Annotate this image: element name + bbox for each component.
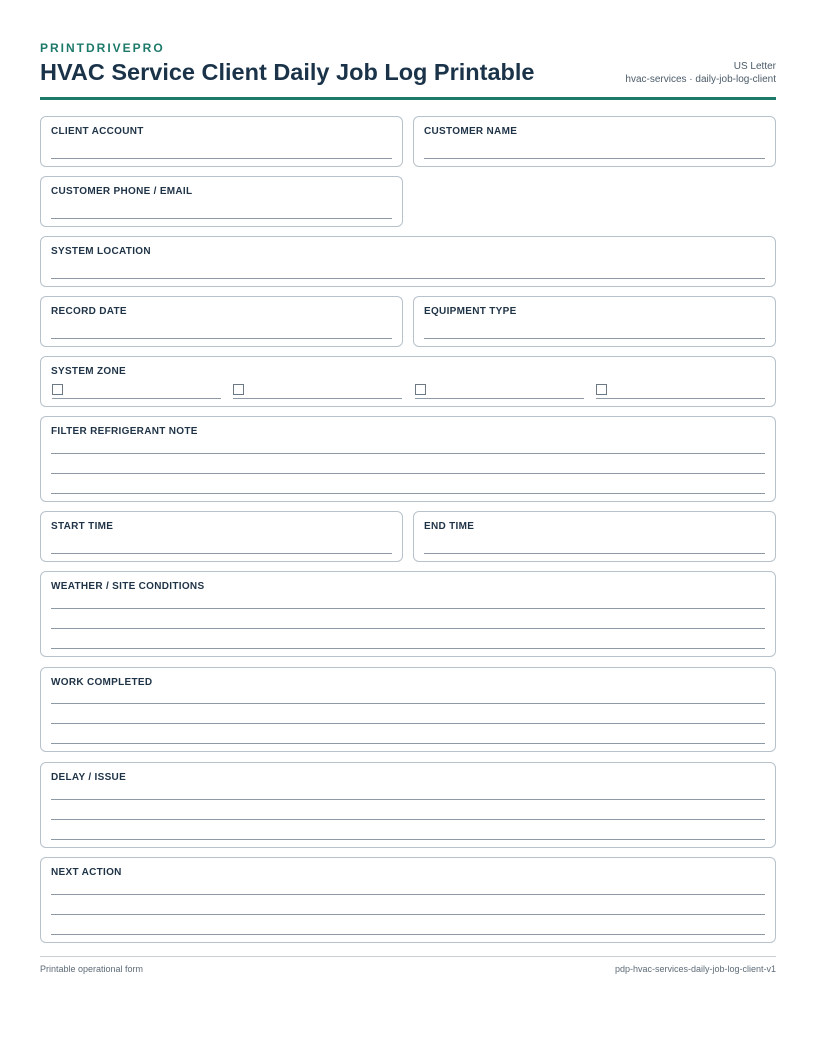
next-action-line-3[interactable] [51, 934, 765, 935]
system-location-input-line[interactable] [51, 278, 765, 279]
client-account-input-line[interactable] [51, 158, 392, 159]
equipment-type-input-line[interactable] [424, 338, 765, 339]
end-time-label: END TIME [424, 521, 475, 532]
record-date-label: RECORD DATE [51, 306, 127, 317]
client-account-label: CLIENT ACCOUNT [51, 126, 144, 137]
work-completed-label: WORK COMPLETED [51, 677, 153, 688]
record-date-input-line[interactable] [51, 338, 392, 339]
weather-site-conditions-field [40, 571, 776, 657]
footer-form-type: Printable operational form [40, 964, 144, 974]
footer-divider [40, 956, 776, 957]
next-action-label: NEXT ACTION [51, 867, 122, 878]
weather-site-conditions-line-3[interactable] [51, 648, 765, 649]
document-slug: hvac-services · daily-job-log-client [625, 74, 776, 85]
next-action-line-1[interactable] [51, 894, 765, 895]
delay-issue-line-1[interactable] [51, 799, 765, 800]
footer-form-id: pdp-hvac-services-daily-job-log-client-v1 [614, 964, 776, 974]
paper-size: US Letter [733, 61, 776, 72]
system-zone-label: SYSTEM ZONE [51, 366, 126, 377]
document-meta [625, 60, 776, 86]
work-completed-line-2[interactable] [51, 723, 765, 724]
weather-site-conditions-label: WEATHER / SITE CONDITIONS [51, 581, 205, 592]
brand-name: PRINTDRIVEPRO [40, 41, 165, 55]
start-time-label: START TIME [51, 521, 114, 532]
header-divider [40, 97, 776, 100]
next-action-field [40, 857, 776, 943]
system-zone-checkbox-1[interactable] [52, 384, 63, 395]
start-time-input-line[interactable] [51, 553, 392, 554]
system-zone-field [40, 356, 776, 407]
system-zone-option-line-4[interactable] [596, 398, 765, 399]
customer-contact-input-line[interactable] [51, 218, 392, 219]
delay-issue-field [40, 762, 776, 848]
next-action-line-2[interactable] [51, 914, 765, 915]
system-zone-option-line-3[interactable] [415, 398, 584, 399]
filter-refrigerant-note-label: FILTER REFRIGERANT NOTE [51, 426, 198, 437]
work-completed-line-3[interactable] [51, 743, 765, 744]
weather-site-conditions-line-1[interactable] [51, 608, 765, 609]
customer-name-input-line[interactable] [424, 158, 765, 159]
delay-issue-label: DELAY / ISSUE [51, 772, 127, 783]
client-account-field [40, 116, 403, 167]
end-time-field [413, 511, 776, 562]
system-zone-checkbox-3[interactable] [415, 384, 426, 395]
equipment-type-label: EQUIPMENT TYPE [424, 306, 517, 317]
work-completed-line-1[interactable] [51, 703, 765, 704]
filter-refrigerant-note-line-3[interactable] [51, 493, 765, 494]
work-completed-field [40, 667, 776, 752]
customer-name-label: CUSTOMER NAME [424, 126, 518, 137]
filter-refrigerant-note-line-1[interactable] [51, 453, 765, 454]
system-zone-option-line-1[interactable] [52, 398, 221, 399]
equipment-type-field [413, 296, 776, 347]
customer-contact-label: CUSTOMER PHONE / EMAIL [51, 186, 193, 197]
system-zone-option-line-2[interactable] [233, 398, 402, 399]
weather-site-conditions-line-2[interactable] [51, 628, 765, 629]
system-location-label: SYSTEM LOCATION [51, 246, 151, 257]
customer-contact-field [40, 176, 403, 227]
end-time-input-line[interactable] [424, 553, 765, 554]
filter-refrigerant-note-line-2[interactable] [51, 473, 765, 474]
system-zone-checkbox-2[interactable] [233, 384, 244, 395]
start-time-field [40, 511, 403, 562]
system-zone-checkbox-4[interactable] [596, 384, 607, 395]
customer-name-field [413, 116, 776, 167]
delay-issue-line-3[interactable] [51, 839, 765, 840]
delay-issue-line-2[interactable] [51, 819, 765, 820]
record-date-field [40, 296, 403, 347]
page-title: HVAC Service Client Daily Job Log Printable [40, 59, 535, 85]
filter-refrigerant-note-field [40, 416, 776, 502]
system-location-field [40, 236, 776, 287]
